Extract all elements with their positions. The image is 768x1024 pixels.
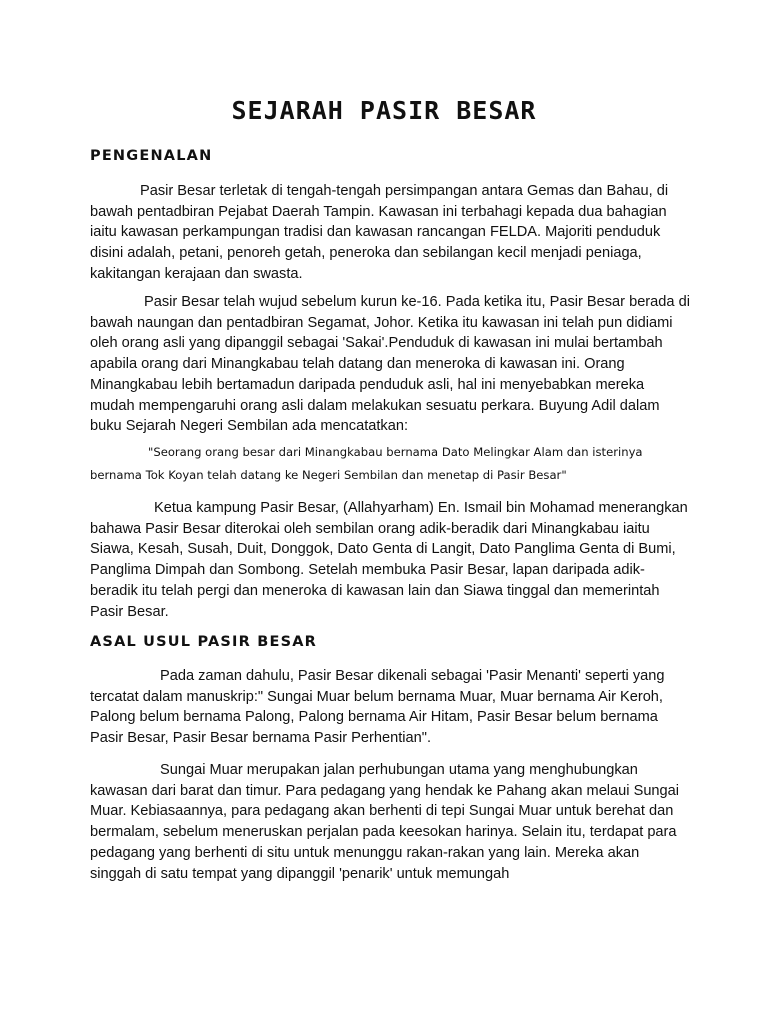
paragraph-intro-1: Pasir Besar terletak di tengah-tengah persimpangan antara Gemas dan Bahau, di bawah pentadbiran Pejabat Daerah Tampin. Kawasan ini terbahagi kepada dua bahagian iaitu kawasan perkampungan tradisi dan kawasan rancangan FELDA. Majoriti penduduk disini adalah, petani, penoreh getah, peneroka dan sebilangan kecil menjadi peniaga, kakitangan kerajaan dan swasta. [90, 183, 669, 282]
section-heading-pengenalan: PENGENALAN [90, 148, 213, 164]
paragraph-intro-3: Ketua kampung Pasir Besar, (Allahyarham) En. Ismail bin Mohamad menerangkan bahawa Pasir Besar diterokai oleh sembilan orang adik-beradik dari Minangkabau iaitu Siawa, Kesah, Susah, Duit, Donggok, Dato Genta di Langit, Dato Panglima Genta di Bumi, Panglima Dimpah dan Sombong. Setelah membuka Pasir Besar, lapan daripada adik-beradik itu telah pergi dan meneroka di kawasan lain dan Siawa tinggal dan memerintah Pasir Besar. [90, 500, 688, 620]
quotation: "Seorang orang besar dari Minangkabau bernama Dato Melingkar Alam dan isterinya bernama Tok Koyan telah datang ke Negeri Sembilan dan menetap di Pasir Besar" [90, 445, 643, 482]
paragraph-asal-usul-2: Sungai Muar merupakan jalan perhubungan utama yang menghubungkan kawasan dari barat dan timur. Para pedagang yang hendak ke Pahang akan melaui Sungai Muar. Kebiasaannya, para pedagang akan berhenti di tepi Sungai Muar untuk berehat dan bermalam, sebelum meneruskan perjalan pada keesokan harinya. Selain itu, terdapat para pedagang yang berhenti di situ untuk menunggu rakan-rakan yang lain. Mereka akan singgah di satu tempat yang dipanggil 'penarik' untuk memungah [90, 762, 680, 882]
paragraph-intro-2: Pasir Besar telah wujud sebelum kurun ke-16. Pada ketika itu, Pasir Besar berada di bawah naungan dan pentadbiran Segamat, Johor. Ketika itu kawasan ini telah pun didiami oleh orang asli yang dipanggil sebagai 'Sakai'.Penduduk di kawasan ini mulai bertambah apabila orang dari Minangkabau telah datang dan meneroka di kawasan ini. Orang Minangkabau lebih bertamadun daripada penduduk asli, hal ini menyebabkan mereka mudah mempengaruhi orang asli dalam melakukan sesuatu perkara. Buyung Adil dalam buku Sejarah Negeri Sembilan ada mencatatkan: [90, 294, 690, 435]
paragraph-asal-usul-1: Pada zaman dahulu, Pasir Besar dikenali sebagai 'Pasir Menanti' seperti yang tercatat dalam manuskrip:" Sungai Muar belum bernama Muar, Muar bernama Air Keroh, Palong belum bernama Palong, Palong bernama Air Hitam, Pasir Besar belum bernama Pasir Besar, Pasir Besar bernama Pasir Perhentian". [90, 668, 665, 747]
page-title: SEJARAH PASIR BESAR [231, 96, 537, 125]
section-heading-asal-usul: ASAL USUL PASIR BESAR [90, 634, 318, 650]
